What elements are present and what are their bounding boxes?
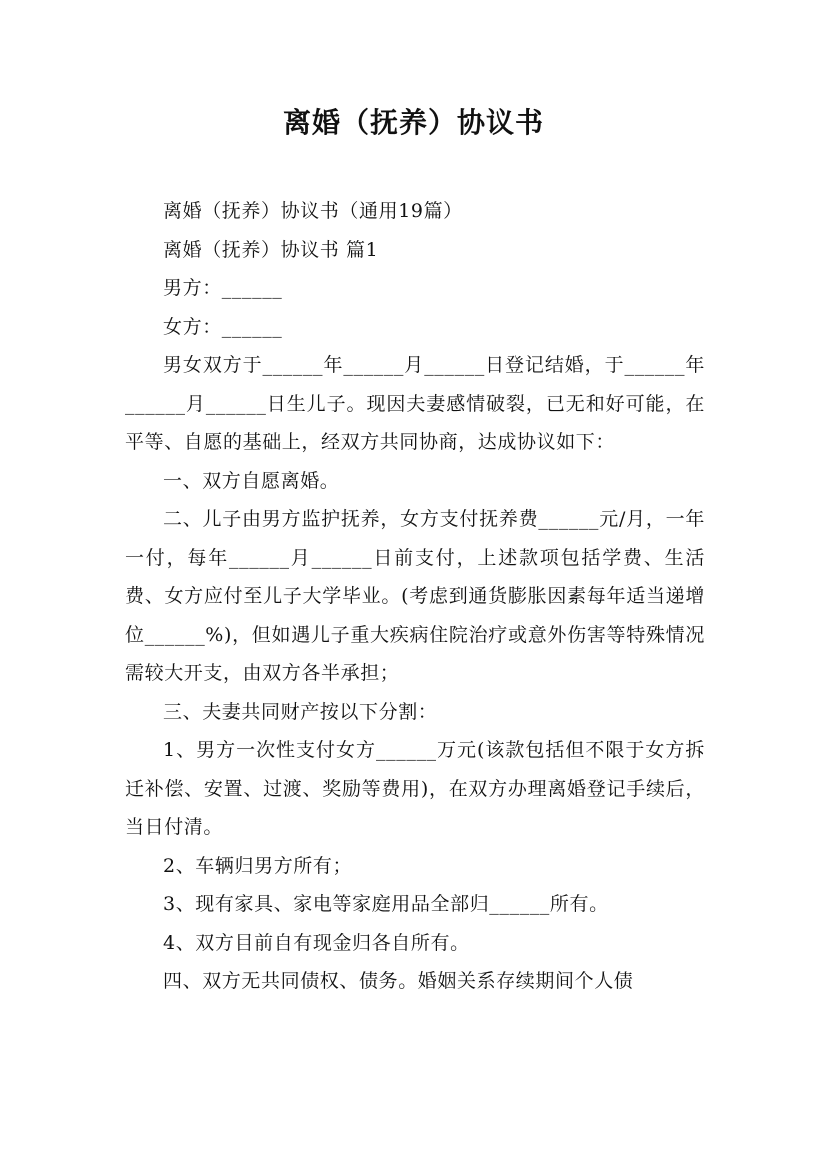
paragraph-subtitle: 离婚（抚养）协议书（通用19篇） bbox=[163, 200, 463, 222]
document-body bbox=[125, 192, 705, 1001]
paragraph-item-2: 2、车辆归男方所有； bbox=[163, 854, 353, 877]
paragraph-male-party: 男方：______ bbox=[163, 277, 283, 299]
paragraph-female-party: 女方：______ bbox=[163, 315, 283, 338]
paragraph-clause-2: 二、儿子由男方监护抚养，女方支付抚养费______元/月，一年一付，每年______月______日前支付，上述款项包括学费、生活费、女方应付至儿子大学毕业。(考虑到通货膨胀因素每年适当递增位______%)，但如遇儿子重大疾病住院治疗或意外伤害等特殊情况需较大开支，由双方各半承担； bbox=[125, 508, 705, 684]
paragraph-section-heading: 离婚（抚养）协议书 篇1 bbox=[163, 238, 379, 261]
paragraph-clause-4: 四、双方无共同债权、债务。婚姻关系存续期间个人债 bbox=[163, 970, 634, 992]
paragraph-item-4: 4、双方目前自有现金归各自所有。 bbox=[163, 931, 470, 954]
paragraph-item-3: 3、现有家具、家电等家庭用品全部归______所有。 bbox=[163, 893, 609, 915]
paragraph-clause-3: 三、夫妻共同财产按以下分割： bbox=[163, 700, 438, 723]
paragraph-clause-1: 一、双方自愿离婚。 bbox=[163, 469, 340, 492]
paragraph-preamble: 男女双方于______年______月______日登记结婚，于______年______月______日生儿子。现因夫妻感情破裂，已无和好可能，在平等、自愿的基础上，经双方共同协商，达成协议如下： bbox=[125, 354, 705, 453]
paragraph-item-1: 1、男方一次性支付女方______万元(该款包括但不限于女方拆迁补偿、安置、过渡、奖励等费用)，在双方办理离婚登记手续后，当日付清。 bbox=[125, 739, 705, 838]
document-title: 离婚（抚养）协议书 bbox=[282, 106, 544, 139]
